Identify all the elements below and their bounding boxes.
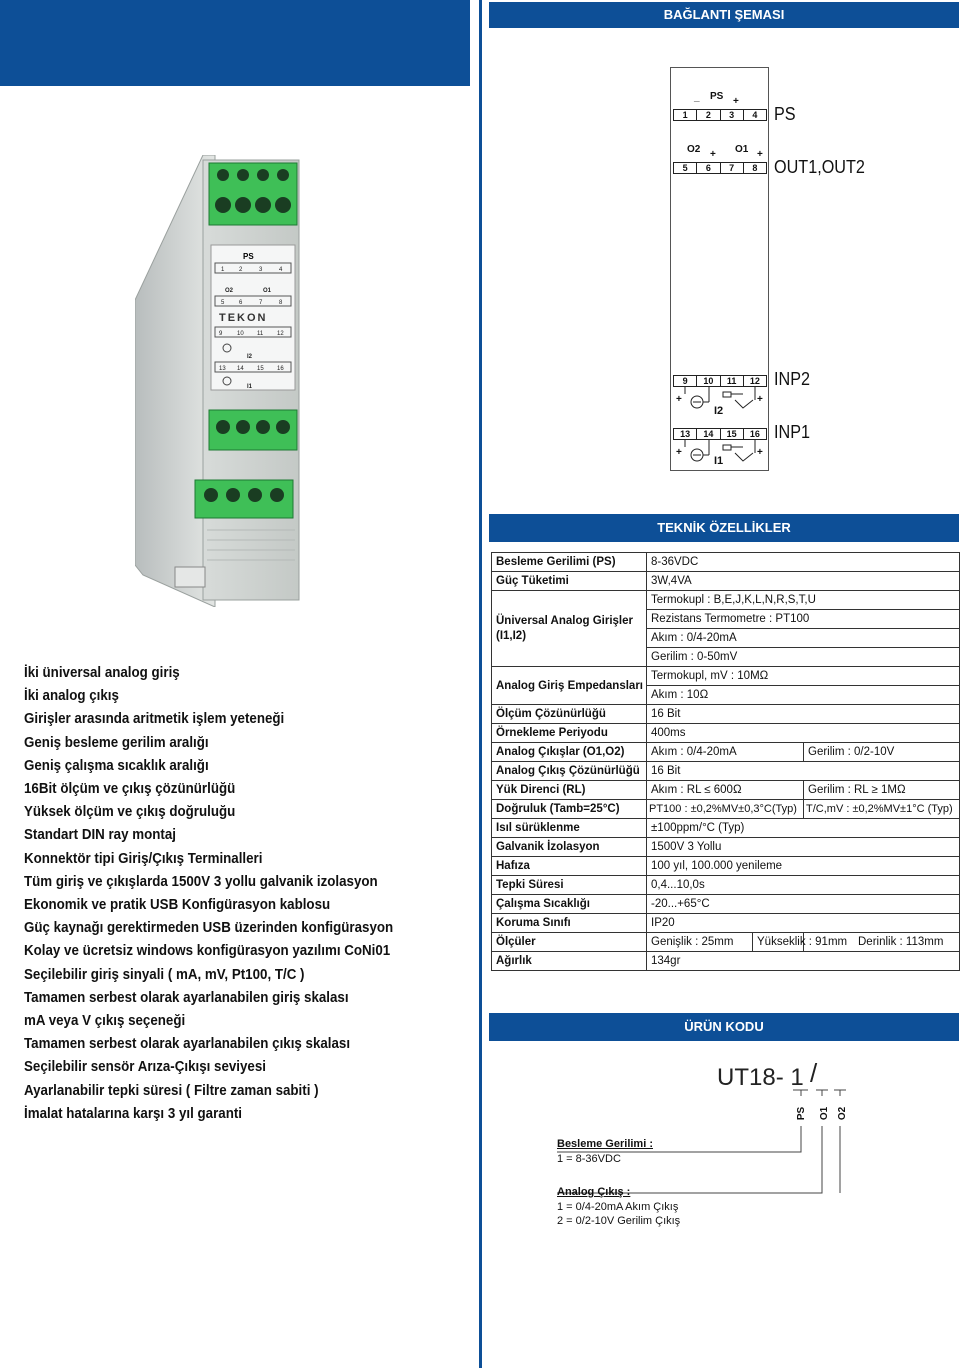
schematic-term-15: 15 bbox=[721, 429, 744, 439]
spec-value: 16 Bit bbox=[647, 705, 960, 724]
schematic-o2-plus: + bbox=[710, 149, 716, 160]
spec-value: Termokupl : B,E,J,K,L,N,R,S,T,U bbox=[647, 591, 960, 610]
spec-label: Analog Giriş Empedansları bbox=[492, 667, 647, 705]
feature-item: Seçilebilir giriş sinyali ( mA, mV, Pt100, T/C ) bbox=[24, 966, 305, 983]
feature-item: Konnektör tipi Giriş/Çıkış Terminalleri bbox=[24, 850, 263, 867]
table-row bbox=[492, 876, 960, 895]
schematic-term-14: 14 bbox=[697, 429, 720, 439]
spec-value: 134gr bbox=[647, 952, 960, 971]
spec-value: ±100ppm/°C (Typ) bbox=[647, 819, 960, 838]
spec-label: Analog Çıkış Çözünürlüğü bbox=[492, 762, 647, 781]
spec-value: Derinlik : 113mm bbox=[804, 933, 960, 952]
device-illustration bbox=[135, 155, 310, 607]
device-term-11: 11 bbox=[257, 331, 264, 337]
feature-item: İmalat hatalarına karşı 3 yıl garanti bbox=[24, 1105, 242, 1122]
device-term-2: 2 bbox=[239, 267, 243, 273]
code-o2-label: O2 bbox=[837, 1106, 849, 1121]
code-ps-label: PS bbox=[796, 1106, 808, 1121]
spec-label: Üniversal Analog Girişler (I1,I2) bbox=[492, 591, 647, 667]
table-row bbox=[492, 724, 960, 743]
supply-option-1: 1 = 8-36VDC bbox=[557, 1153, 621, 1165]
device-term-7: 7 bbox=[259, 300, 263, 306]
feature-item: Güç kaynağı gerektirmeden USB üzerinden konfigürasyon bbox=[24, 920, 394, 937]
device-term-10: 10 bbox=[237, 331, 244, 337]
table-row bbox=[492, 705, 960, 724]
spec-value: 3W,4VA bbox=[647, 572, 960, 591]
output-option-1: 1 = 0/4-20mA Akım Çıkış bbox=[557, 1201, 679, 1213]
feature-list bbox=[24, 662, 464, 1126]
spec-value: Yükseklik : 91mm bbox=[753, 933, 804, 952]
feature-item: 16Bit ölçüm ve çıkış çözünürlüğü bbox=[24, 781, 236, 798]
table-row bbox=[492, 572, 960, 591]
spec-label: Besleme Gerilimi (PS) bbox=[492, 553, 647, 572]
schematic-term-7: 7 bbox=[721, 163, 744, 173]
schematic-term-8: 8 bbox=[752, 163, 758, 173]
schematic-i1-plus-right: + bbox=[757, 447, 763, 458]
schematic-i1-label: I1 bbox=[714, 455, 724, 467]
schematic-side-inp2: INP2 bbox=[774, 369, 811, 389]
schematic-row-1 bbox=[673, 109, 767, 121]
schematic-side-out: OUT1,OUT2 bbox=[774, 157, 865, 177]
device-term-14: 14 bbox=[237, 366, 244, 372]
feature-item: Seçilebilir sensör Arıza-Çıkışı seviyesi bbox=[24, 1059, 266, 1076]
code-o1-label: O1 bbox=[819, 1106, 831, 1121]
table-row bbox=[492, 895, 960, 914]
device-term-12: 12 bbox=[277, 331, 284, 337]
spec-value: PT100 : ±0,2%MV±0,3°C(Typ) bbox=[647, 800, 804, 819]
schematic-term-13: 13 bbox=[674, 429, 697, 439]
spec-value: Gerilim : RL ≥ 1MΩ bbox=[804, 781, 960, 800]
spec-label: Ağırlık bbox=[492, 952, 647, 971]
feature-item: Tüm giriş ve çıkışlarda 1500V 3 yollu galvanik izolasyon bbox=[24, 873, 378, 890]
schematic-i2-plus: + bbox=[676, 394, 682, 405]
schematic-o2-label: O2 bbox=[687, 144, 701, 155]
schematic-term-12: 12 bbox=[749, 376, 760, 386]
device-brand-logo: TEKON bbox=[219, 312, 268, 324]
spec-value: 1500V 3 Yollu bbox=[647, 838, 960, 857]
spec-value: 0,4...10,0s bbox=[647, 876, 960, 895]
device-o1-label: O1 bbox=[263, 288, 272, 294]
feature-item: Tamamen serbest olarak ayarlanabilen giriş skalası bbox=[24, 989, 349, 1006]
feature-item: Standart DIN ray montaj bbox=[24, 827, 176, 844]
spec-value: -20...+65°C bbox=[647, 895, 960, 914]
schematic-term-1: 1 bbox=[674, 110, 697, 120]
spec-value: Akım : 10Ω bbox=[647, 686, 960, 705]
spec-value: 16 Bit bbox=[647, 762, 960, 781]
product-code-text: UT18- 1 bbox=[717, 1064, 804, 1091]
spec-label: Koruma Sınıfı bbox=[492, 914, 647, 933]
schematic-row-2 bbox=[673, 162, 767, 174]
spec-label: Galvanik İzolasyon bbox=[492, 838, 647, 857]
device-term-4: 4 bbox=[279, 267, 283, 273]
spec-value: Akım : RL ≤ 600Ω bbox=[647, 781, 804, 800]
technical-header: TEKNİK ÖZELLİKLER bbox=[489, 514, 959, 542]
device-term-5: 5 bbox=[221, 300, 225, 306]
spec-value: Rezistans Termometre : PT100 bbox=[647, 610, 960, 629]
spec-value: Termokupl, mV : 10MΩ bbox=[647, 667, 960, 686]
feature-item: mA veya V çıkış seçeneği bbox=[24, 1013, 186, 1030]
table-row bbox=[492, 743, 960, 762]
device-i2-label: I2 bbox=[247, 354, 253, 360]
feature-item: Kolay ve ücretsiz windows konfigürasyon yazılımı CoNi01 bbox=[24, 943, 391, 960]
table-row bbox=[492, 857, 960, 876]
spec-value: Gerilim : 0/2-10V bbox=[804, 743, 960, 762]
spec-label: Analog Çıkışlar (O1,O2) bbox=[492, 743, 647, 762]
spec-label: Doğruluk (Tamb=25°C) bbox=[492, 800, 647, 819]
output-option-2: 2 = 0/2-10V Gerilim Çıkış bbox=[557, 1215, 681, 1227]
spec-value: Genişlik : 25mm bbox=[647, 933, 753, 952]
connection-header: BAĞLANTI ŞEMASI bbox=[489, 2, 959, 28]
device-term-1: 1 bbox=[221, 267, 225, 273]
spec-table bbox=[491, 552, 960, 971]
table-row bbox=[492, 952, 960, 971]
schematic-o1-plus: + bbox=[757, 149, 763, 160]
schematic-term-4: 4 bbox=[752, 110, 758, 120]
feature-item: Tamamen serbest olarak ayarlanabilen çıkış skalası bbox=[24, 1036, 351, 1053]
supply-option-title: Besleme Gerilimi : bbox=[557, 1138, 653, 1150]
spec-value: 100 yıl, 100.000 yenileme bbox=[647, 857, 960, 876]
table-row bbox=[492, 667, 960, 686]
schematic-side-ps: PS bbox=[774, 104, 796, 124]
device-term-15: 15 bbox=[257, 366, 264, 372]
schematic-ps-minus: _ bbox=[694, 92, 700, 103]
feature-item: Ayarlanabilir tepki süresi ( Filtre zaman sabiti ) bbox=[24, 1082, 319, 1099]
spec-label: Ölçüm Çözünürlüğü bbox=[492, 705, 647, 724]
device-term-9: 9 bbox=[219, 331, 223, 337]
schematic-o1-label: O1 bbox=[735, 144, 749, 155]
spec-value: Gerilim : 0-50mV bbox=[647, 648, 960, 667]
product-code-header: ÜRÜN KODU bbox=[489, 1013, 959, 1041]
device-term-3: 3 bbox=[259, 267, 263, 273]
schematic-term-9: 9 bbox=[674, 376, 697, 386]
product-code-slash: / bbox=[810, 1058, 818, 1088]
spec-value: IP20 bbox=[647, 914, 960, 933]
device-i1-label: I1 bbox=[247, 384, 253, 390]
schematic-i2-label: I2 bbox=[714, 405, 724, 417]
table-row bbox=[492, 819, 960, 838]
spec-label: Tepki Süresi bbox=[492, 876, 647, 895]
spec-label: Örnekleme Periyodu bbox=[492, 724, 647, 743]
feature-item: Yüksek ölçüm ve çıkış doğruluğu bbox=[24, 804, 236, 821]
schematic-term-2: 2 bbox=[697, 110, 720, 120]
table-row bbox=[492, 933, 960, 952]
schematic-i1-plus: + bbox=[676, 447, 682, 458]
table-row bbox=[492, 781, 960, 800]
device-term-6: 6 bbox=[239, 300, 243, 306]
spec-value: 8-36VDC bbox=[647, 553, 960, 572]
table-row bbox=[492, 800, 960, 819]
table-row bbox=[492, 914, 960, 933]
spec-value: 400ms bbox=[647, 724, 960, 743]
spec-value: Akım : 0/4-20mA bbox=[647, 743, 804, 762]
device-o2-label: O2 bbox=[225, 288, 234, 294]
spec-label: Çalışma Sıcaklığı bbox=[492, 895, 647, 914]
feature-item: Girişler arasında aritmetik işlem yeteneği bbox=[24, 711, 285, 728]
table-row bbox=[492, 553, 960, 572]
schematic-ps-label: PS bbox=[710, 91, 724, 102]
table-row bbox=[492, 762, 960, 781]
spec-value: Akım : 0/4-20mA bbox=[647, 629, 960, 648]
column-divider bbox=[479, 0, 482, 1368]
schematic-term-11: 11 bbox=[721, 376, 744, 386]
device-term-8: 8 bbox=[279, 300, 283, 306]
spec-label: Güç Tüketimi bbox=[492, 572, 647, 591]
device-term-13: 13 bbox=[219, 366, 226, 372]
device-ps-label: PS bbox=[243, 252, 254, 261]
schematic-term-16: 16 bbox=[749, 429, 760, 439]
schematic-term-10: 10 bbox=[697, 376, 720, 386]
feature-item: İki analog çıkış bbox=[24, 688, 119, 705]
spec-label: Ölçüler bbox=[492, 933, 647, 952]
spec-label: Hafıza bbox=[492, 857, 647, 876]
output-option-title: Analog Çıkış : bbox=[557, 1186, 631, 1198]
top-banner bbox=[0, 0, 470, 86]
schematic-side-inp1: INP1 bbox=[774, 422, 811, 442]
spec-label: Isıl sürüklenme bbox=[492, 819, 647, 838]
feature-item: Ekonomik ve pratik USB Konfigürasyon kablosu bbox=[24, 897, 331, 914]
schematic-term-3: 3 bbox=[721, 110, 744, 120]
schematic-ps-plus: + bbox=[733, 96, 739, 107]
schematic-term-5: 5 bbox=[674, 163, 697, 173]
schematic-i2-plus-right: + bbox=[757, 394, 763, 405]
table-row bbox=[492, 838, 960, 857]
table-row bbox=[492, 591, 960, 610]
schematic-term-6: 6 bbox=[697, 163, 720, 173]
feature-item: İki üniversal analog giriş bbox=[24, 665, 180, 681]
spec-label: Yük Direnci (RL) bbox=[492, 781, 647, 800]
spec-value: T/C,mV : ±0,2%MV±1°C (Typ) bbox=[804, 800, 960, 819]
feature-item: Geniş çalışma sıcaklık aralığı bbox=[24, 757, 209, 774]
device-term-16: 16 bbox=[277, 366, 284, 372]
feature-item: Geniş besleme gerilim aralığı bbox=[24, 734, 209, 751]
